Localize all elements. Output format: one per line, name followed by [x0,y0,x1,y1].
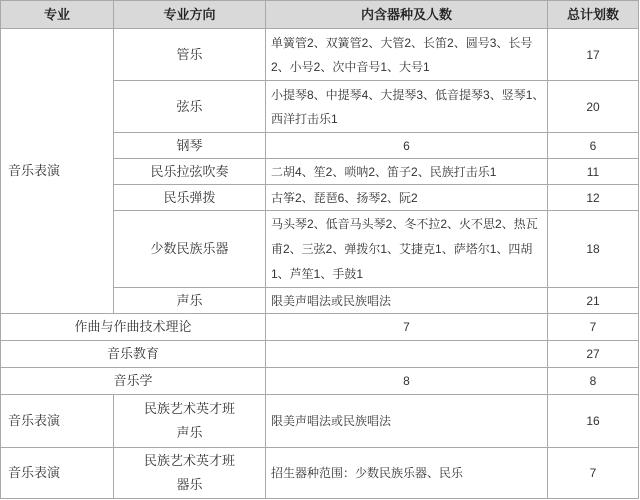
total-cell: 11 [548,159,639,185]
instruments-line: 1、芦笙1、手鼓1 [271,266,364,281]
direction-cell: 管乐 [114,29,266,81]
direction-line: 声乐 [176,425,203,440]
total-cell: 27 [548,341,639,368]
instruments-cell: 招生器种范围：少数民族乐器、民乐 [266,448,548,499]
header-direction: 专业方向 [114,1,266,29]
instruments-cell [266,211,548,288]
direction-cell: 民乐弹拨 [114,185,266,211]
major-cell: 音乐表演 [1,448,114,499]
direction-cell [114,448,266,499]
total-cell: 8 [548,368,639,395]
total-cell: 6 [548,133,639,159]
major-cell-music-performance: 音乐表演 [1,29,114,314]
instruments-line: 西洋打击乐1 [271,111,338,126]
instruments-cell [266,81,548,133]
direction-line: 民族艺术英才班 [143,453,235,468]
direction-line: 器乐 [176,477,203,492]
instruments-cell: 7 [266,314,548,341]
total-cell: 7 [548,314,639,341]
direction-line: 民族艺术英才班 [143,401,235,416]
direction-cell: 声乐 [114,288,266,314]
direction-cell: 民乐拉弦吹奏 [114,159,266,185]
instruments-line: 小提琴8、中提琴4、大提琴3、低音提琴3、竖琴1、 [271,87,545,102]
instruments-line: 甫2、三弦2、弹拨尔1、艾捷克1、萨塔尔1、四胡 [271,241,533,256]
instruments-cell: 限美声唱法或民族唱法 [266,288,548,314]
direction-cell [114,395,266,448]
instruments-cell: 8 [266,368,548,395]
total-cell: 21 [548,288,639,314]
major-cell: 音乐教育 [1,341,266,368]
header-instruments: 内含器种及人数 [266,1,548,29]
header-major: 专业 [1,1,114,29]
direction-cell: 弦乐 [114,81,266,133]
total-cell: 20 [548,81,639,133]
instruments-cell: 二胡4、笙2、唢呐2、笛子2、民族打击乐1 [266,159,548,185]
major-cell: 作曲与作曲技术理论 [1,314,266,341]
total-cell: 12 [548,185,639,211]
header-total: 总计划数 [548,1,639,29]
instruments-cell: 古筝2、琵琶6、扬琴2、阮2 [266,185,548,211]
instruments-line: 马头琴2、低音马头琴2、冬不拉2、火不思2、热瓦 [271,216,538,231]
instruments-cell: 限美声唱法或民族唱法 [266,395,548,448]
major-cell: 音乐学 [1,368,266,395]
instruments-line: 单簧管2、双簧管2、大管2、长笛2、圆号3、长号 [271,35,533,50]
total-cell: 7 [548,448,639,499]
direction-cell: 钢琴 [114,133,266,159]
major-cell: 音乐表演 [1,395,114,448]
instruments-cell [266,29,548,81]
instruments-cell: 6 [266,133,548,159]
direction-cell: 少数民族乐器 [114,211,266,288]
total-cell: 17 [548,29,639,81]
total-cell: 16 [548,395,639,448]
instruments-cell-empty [266,341,548,368]
instruments-line: 2、小号2、次中音号1、大号1 [271,59,430,74]
total-cell: 18 [548,211,639,288]
